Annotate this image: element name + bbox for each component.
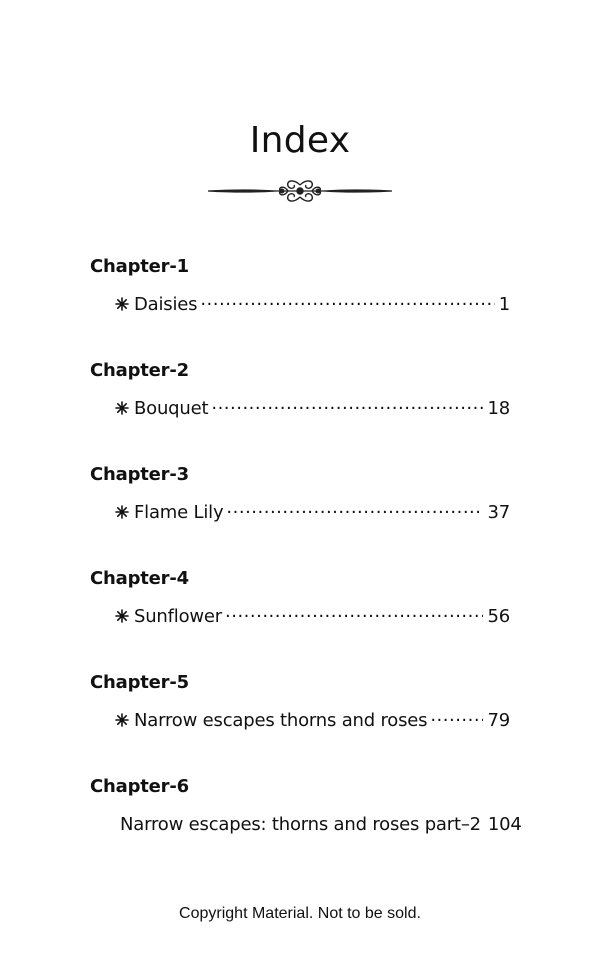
chapter-section <box>90 454 510 558</box>
entry-title: Narrow escapes thorns and roses <box>134 710 428 731</box>
dot-leader <box>211 396 483 414</box>
ornament-divider-icon <box>206 176 394 206</box>
chapter-heading: Chapter-1 <box>90 256 189 277</box>
table-of-contents <box>90 246 522 870</box>
page-number: 104 <box>487 814 522 835</box>
dot-leader <box>430 708 483 726</box>
chapter-heading: Chapter-4 <box>90 568 189 589</box>
toc-entry <box>115 396 510 419</box>
entry-title: Narrow escapes: thorns and roses part–2 <box>120 814 481 835</box>
chapter-heading: Chapter-5 <box>90 672 189 693</box>
page-number: 37 <box>487 502 510 523</box>
snowflake-bullet-icon <box>115 505 129 519</box>
page-number: 79 <box>487 710 510 731</box>
toc-entry <box>115 708 510 731</box>
snowflake-bullet-icon <box>115 401 129 415</box>
chapter-heading: Chapter-3 <box>90 464 189 485</box>
page-number: 56 <box>487 606 510 627</box>
dot-leader <box>225 604 483 622</box>
page-number: 1 <box>498 294 510 315</box>
chapter-section <box>90 246 510 350</box>
chapter-heading: Chapter-2 <box>90 360 189 381</box>
chapter-section <box>90 662 510 766</box>
entry-title: Bouquet <box>134 398 209 419</box>
dot-leader <box>226 500 483 518</box>
entry-title: Daisies <box>134 294 198 315</box>
snowflake-bullet-icon <box>115 609 129 623</box>
chapter-section <box>90 350 510 454</box>
toc-entry <box>115 500 510 523</box>
chapter-section <box>90 558 510 662</box>
dot-leader <box>200 292 494 310</box>
chapter-section <box>90 766 522 870</box>
chapter-heading: Chapter-6 <box>90 776 189 797</box>
snowflake-bullet-icon <box>115 713 129 727</box>
entry-title: Flame Lily <box>134 502 224 523</box>
copyright-footer: Copyright Material. Not to be sold. <box>179 905 421 922</box>
toc-entry <box>115 292 510 315</box>
page-title: Index <box>249 120 351 161</box>
toc-entry <box>115 812 522 835</box>
entry-title: Sunflower <box>134 606 222 627</box>
page-number: 18 <box>487 398 510 419</box>
toc-entry <box>115 604 510 627</box>
snowflake-bullet-icon <box>115 297 129 311</box>
